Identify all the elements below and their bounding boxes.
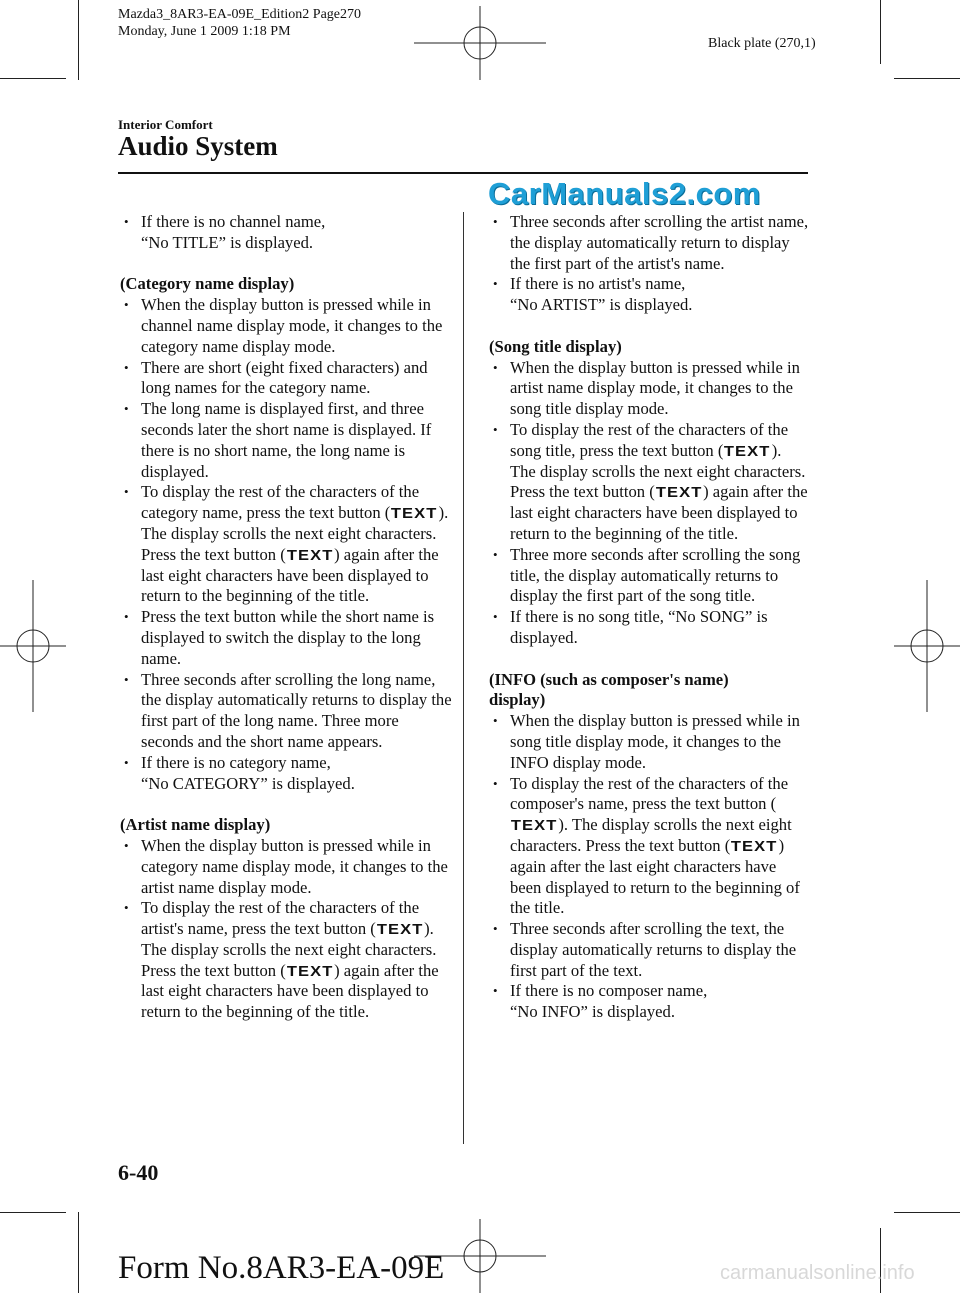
print-meta-line1: Mazda3_8AR3-EA-09E_Edition2 Page270	[118, 7, 362, 22]
crop-mark-top-right-v	[880, 0, 881, 64]
print-meta	[118, 6, 361, 40]
list-item: • If there is no artist's name, “No ARTIST” is displayed.	[489, 274, 811, 316]
list-item: • To display the rest of the characters of the artist's name, press the text button (TEXT). The display scrolls the next eight characters. Press the text button (TEXT) again after the last eight characters have been displayed to return to the beginning of the title.	[120, 898, 454, 1023]
list-item: • When the display button is pressed while in channel name display mode, it changes to the category name display mode.	[120, 295, 454, 357]
header-rule	[118, 172, 808, 174]
registration-mark-left-icon	[0, 580, 66, 712]
watermark-bottom: carmanualsonline.info	[720, 1262, 915, 1284]
list-item: • The long name is displayed first, and three seconds later the short name is displayed. If there is no short name, the long name is displayed.	[120, 399, 454, 482]
heading-info-display: (INFO (such as composer's name) display)	[489, 669, 729, 710]
list-item: • If there is no composer name, “No INFO” is displayed.	[489, 981, 811, 1023]
text-button-icon: TEXT	[724, 442, 771, 460]
list-item: • If there is no category name, “No CATEGORY” is displayed.	[120, 753, 454, 795]
list-item: • Three seconds after scrolling the text, the display automatically returns to display the first part of the text.	[489, 919, 811, 981]
right-column	[489, 212, 811, 1023]
crop-mark-top-left-v	[78, 0, 79, 80]
list-item: • Press the text button while the short name is displayed to switch the display to the long name.	[120, 607, 454, 669]
watermark-top: CarManuals2.com	[488, 176, 761, 211]
print-meta-line2: Monday, June 1 2009 1:18 PM	[118, 24, 291, 39]
list-item: • When the display button is pressed while in category name display mode, it changes to the artist name display mode.	[120, 836, 454, 898]
list-item: • Three more seconds after scrolling the song title, the display automatically returns to display the first part of the song title.	[489, 545, 811, 607]
crop-mark-top-left-h	[0, 78, 66, 79]
crop-mark-bottom-left-v	[78, 1212, 79, 1293]
plate-label: Black plate (270,1)	[708, 36, 816, 51]
crop-mark-top-right-h	[894, 78, 960, 79]
list-item: • When the display button is pressed while in artist name display mode, it changes to the song title display mode.	[489, 358, 811, 420]
text-button-icon: TEXT	[731, 837, 778, 855]
heading-artist-name-display: (Artist name display)	[120, 815, 271, 835]
section-category: Interior Comfort	[118, 117, 213, 132]
crop-mark-bottom-left-h	[0, 1212, 66, 1213]
page-number: 6-40	[118, 1160, 159, 1185]
registration-mark-top-icon	[414, 6, 546, 80]
text-button-icon: TEXT	[376, 921, 424, 939]
registration-mark-right-icon	[894, 580, 960, 712]
text-button-icon: TEXT	[286, 962, 334, 980]
list-item: • If there is no song title, “No SONG” is displayed.	[489, 607, 811, 649]
list-item: • When the display button is pressed while in song title display mode, it changes to the INFO display mode.	[489, 711, 811, 773]
list-item: • Three seconds after scrolling the long name, the display automatically returns to display the first part of the long name. Three more seconds and the short name appears.	[120, 670, 454, 753]
heading-category-name-display: (Category name display)	[120, 274, 295, 294]
list-item: • There are short (eight fixed characters) and long names for the category name.	[120, 358, 454, 400]
left-column	[120, 212, 454, 1023]
text-button-icon: TEXT	[286, 546, 334, 564]
page-title: Audio System	[118, 131, 278, 161]
text-button-icon: TEXT	[655, 484, 703, 502]
form-number: Form No.8AR3-EA-09E	[118, 1250, 445, 1286]
crop-mark-bottom-right-h	[894, 1212, 960, 1213]
heading-song-title-display: (Song title display)	[489, 336, 622, 356]
list-item: • To display the rest of the characters of the category name, press the text button (TEXT). The display scrolls the next eight characters. Press the text button (TEXT) again after the last eight characters have been displayed to return to the beginning of the title.	[120, 482, 454, 607]
column-divider	[463, 212, 464, 1144]
text-button-icon: TEXT	[510, 817, 558, 835]
bullet-no-channel-name: • If there is no channel name, “No TITLE” is displayed.	[120, 212, 454, 254]
list-item: • To display the rest of the characters of the song title, press the text button (TEXT). The display scrolls the next eight characters. Press the text button (TEXT) again after the last eight characters have been displayed to return to the beginning of the title.	[489, 420, 811, 545]
list-item: • Three seconds after scrolling the artist name, the display automatically return to display the first part of the artist's name.	[489, 212, 811, 274]
list-item: • To display the rest of the characters of the composer's name, press the text button (TEXT). The display scrolls the next eight characters. Press the text button (TEXT) again after the last eight characters have been displayed to return to the beginning of the title.	[489, 774, 811, 920]
text-button-icon: TEXT	[391, 505, 438, 523]
